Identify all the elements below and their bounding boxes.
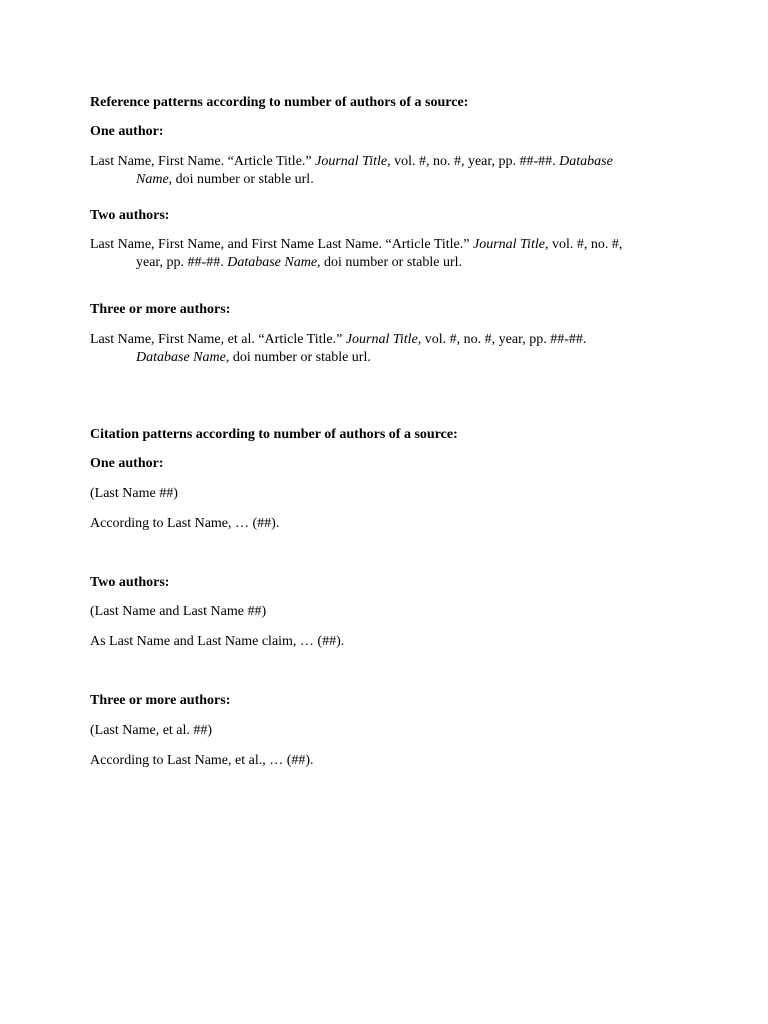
reference-two-authors-line-2 <box>136 254 462 272</box>
reference-patterns-heading: Reference patterns according to number of authors of a source: <box>90 95 469 110</box>
reference-two-authors-text: Last Name, First Name, and First Name Last Name. “Article Title.” <box>90 237 473 252</box>
citation-two-authors-signal-phrase: As Last Name and Last Name claim, … (##). <box>90 634 345 649</box>
reference-one-author-line-2 <box>136 171 314 189</box>
reference-three-authors-doi: , doi number or stable url. <box>225 350 371 365</box>
citation-three-authors-parenthetical: (Last Name, et al. ##) <box>90 723 213 738</box>
citation-one-author-signal-phrase: According to Last Name, … (##). <box>90 516 280 531</box>
citation-one-author-label: One author: <box>90 456 164 471</box>
reference-two-authors-journal: Journal Title <box>472 237 545 252</box>
citation-one-author-parenthetical: (Last Name ##) <box>90 486 178 501</box>
reference-one-author-database: Database <box>559 154 613 169</box>
reference-two-authors-details: , vol. #, no. #, <box>544 237 623 252</box>
reference-three-authors-journal: Journal Title <box>345 332 418 347</box>
reference-one-author-details: , vol. #, no. #, year, pp. ##-##. <box>387 154 560 169</box>
reference-one-author-database-cont: Name <box>136 172 169 187</box>
citation-patterns-heading: Citation patterns according to number of authors of a source: <box>90 427 458 442</box>
reference-three-authors-line-1 <box>90 331 586 349</box>
citation-two-authors-label: Two authors: <box>90 575 170 590</box>
reference-one-author-text: Last Name, First Name. “Article Title.” <box>90 154 316 169</box>
reference-two-authors-line-1 <box>90 236 622 254</box>
reference-two-authors-year: year, pp. ##-##. <box>136 255 228 270</box>
reference-three-authors-line-2 <box>136 349 371 367</box>
reference-two-authors-database: Database Name <box>227 255 318 270</box>
reference-three-authors-text: Last Name, First Name, et al. “Article Title.” <box>90 332 346 347</box>
citation-three-authors-signal-phrase: According to Last Name, et al., … (##). <box>90 753 314 768</box>
reference-three-authors-label: Three or more authors: <box>90 302 231 317</box>
reference-two-authors-label: Two authors: <box>90 208 170 223</box>
citation-two-authors-parenthetical: (Last Name and Last Name ##) <box>90 604 267 619</box>
reference-one-author-doi: , doi number or stable url. <box>168 172 314 187</box>
reference-one-author-line-1 <box>90 153 613 171</box>
reference-one-author-journal: Journal Title <box>315 154 388 169</box>
reference-three-authors-details: , vol. #, no. #, year, pp. ##-##. <box>417 332 587 347</box>
reference-two-authors-doi: , doi number or stable url. <box>317 255 463 270</box>
reference-three-authors-database: Database Name <box>136 350 226 365</box>
reference-one-author-label: One author: <box>90 124 164 139</box>
citation-three-authors-label: Three or more authors: <box>90 693 231 708</box>
